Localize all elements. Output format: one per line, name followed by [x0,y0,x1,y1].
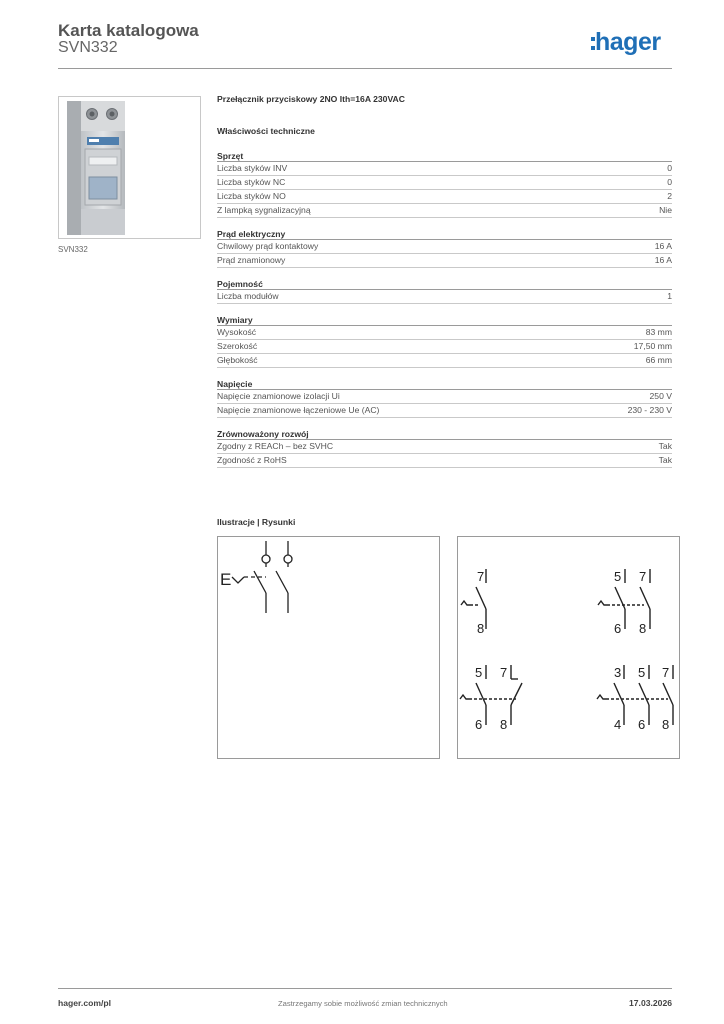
hager-logo: hager [595,28,661,56]
spec-value: Tak [658,455,672,465]
spec-row [217,290,672,304]
spec-row [217,176,672,190]
product-image [58,96,201,239]
illustrations-heading: Ilustracje | Rysunki [217,517,296,527]
spec-value: 2 [667,191,672,201]
footer-date: 17.03.2026 [629,998,673,1008]
terminal-label: 6 [475,717,483,732]
spec-label: Napięcie znamionowe izolacji Ui [217,391,340,401]
spec-label: Liczba styków INV [217,163,288,173]
switch-symbol-illustration [217,536,440,759]
spec-value: 1 [667,291,672,301]
section-title: Sprzęt [217,149,672,162]
spec-label: Liczba styków NO [217,191,286,201]
spec-label: Chwilowy prąd kontaktowy [217,241,319,251]
symbol-letter: E [220,570,232,589]
spec-label: Szerokość [217,341,258,351]
spec-row [217,254,672,268]
section-electric-current [217,227,672,268]
product-reference: SVN332 [58,39,118,56]
spec-label: Głębokość [217,355,258,365]
section-voltage [217,377,672,418]
terminal-label: 8 [662,717,670,732]
spec-row [217,390,672,404]
terminal-label: 8 [477,621,485,636]
spec-row [217,354,672,368]
switch-symbol-drawing [218,537,439,758]
section-capacity [217,277,672,304]
spec-value: 66 mm [645,355,672,365]
contact-diagram-d [597,665,673,732]
spec-value: 16 A [654,255,672,265]
product-image-caption: SVN332 [58,245,88,254]
push-button-switch-illustration [59,97,200,238]
spec-label: Liczba modułów [217,291,279,301]
contact-diagrams-drawing [458,537,679,758]
contact-diagram-c [460,665,522,732]
spec-label: Prąd znamionowy [217,255,286,265]
footer-website-link[interactable]: hager.com/pl [58,998,112,1008]
spec-row [217,340,672,354]
section-title: Prąd elektryczny [217,227,672,240]
header-divider [58,68,672,69]
terminal-label: 6 [638,717,646,732]
spec-label: Zgodność z RoHS [217,455,287,465]
spec-label: Z lampką sygnalizacyjną [217,205,311,215]
spec-row [217,326,672,340]
terminal-label: 7 [662,665,670,680]
spec-row [217,404,672,418]
section-equipment [217,149,672,218]
section-title: Wymiary [217,313,672,326]
terminal-label: 5 [614,569,622,584]
terminal-label: 6 [614,621,622,636]
contact-diagrams-illustration [457,536,680,759]
terminal-label: 7 [639,569,647,584]
spec-row [217,454,672,468]
terminal-label: 3 [614,665,622,680]
spec-value: 0 [667,177,672,187]
spec-label: Napięcie znamionowe łączeniowe Ue (AC) [217,405,380,415]
section-title: Napięcie [217,377,672,390]
spec-row [217,440,672,454]
spec-label: Wysokość [217,327,257,337]
section-sustainability [217,427,672,468]
spec-value: 230 - 230 V [627,405,672,415]
spec-row [217,190,672,204]
footer-divider [58,988,672,989]
spec-row [217,240,672,254]
spec-row [217,204,672,218]
product-description: Przełącznik przyciskowy 2NO Ith=16A 230VAC [217,94,405,104]
spec-label: Liczba styków NC [217,177,286,187]
terminal-label: 7 [477,569,485,584]
terminal-label: 5 [475,665,483,680]
terminal-label: 8 [500,717,508,732]
section-title: Zrównoważony rozwój [217,427,672,440]
spec-value: 0 [667,163,672,173]
terminal-label: 4 [614,717,622,732]
section-dimensions [217,313,672,368]
spec-value: Nie [659,205,672,215]
spec-value: 250 V [649,391,672,401]
spec-value: 16 A [654,241,672,251]
contact-diagram-a [461,569,486,636]
technical-content [217,94,672,468]
terminal-label: 7 [500,665,508,680]
terminal-label: 8 [639,621,647,636]
document-title: Karta katalogowa [58,21,199,40]
spec-value: Tak [658,441,672,451]
contact-diagram-b [598,569,650,636]
spec-label: Zgodny z REACh – bez SVHC [217,441,334,451]
footer-disclaimer: Zastrzegamy sobie możliwość zmian technicznych [278,999,448,1008]
spec-value: 83 mm [645,327,672,337]
section-title: Pojemność [217,277,672,290]
spec-value: 17,50 mm [633,341,672,351]
terminal-label: 5 [638,665,646,680]
spec-row [217,162,672,176]
technical-properties-heading: Właściwości techniczne [217,126,315,136]
